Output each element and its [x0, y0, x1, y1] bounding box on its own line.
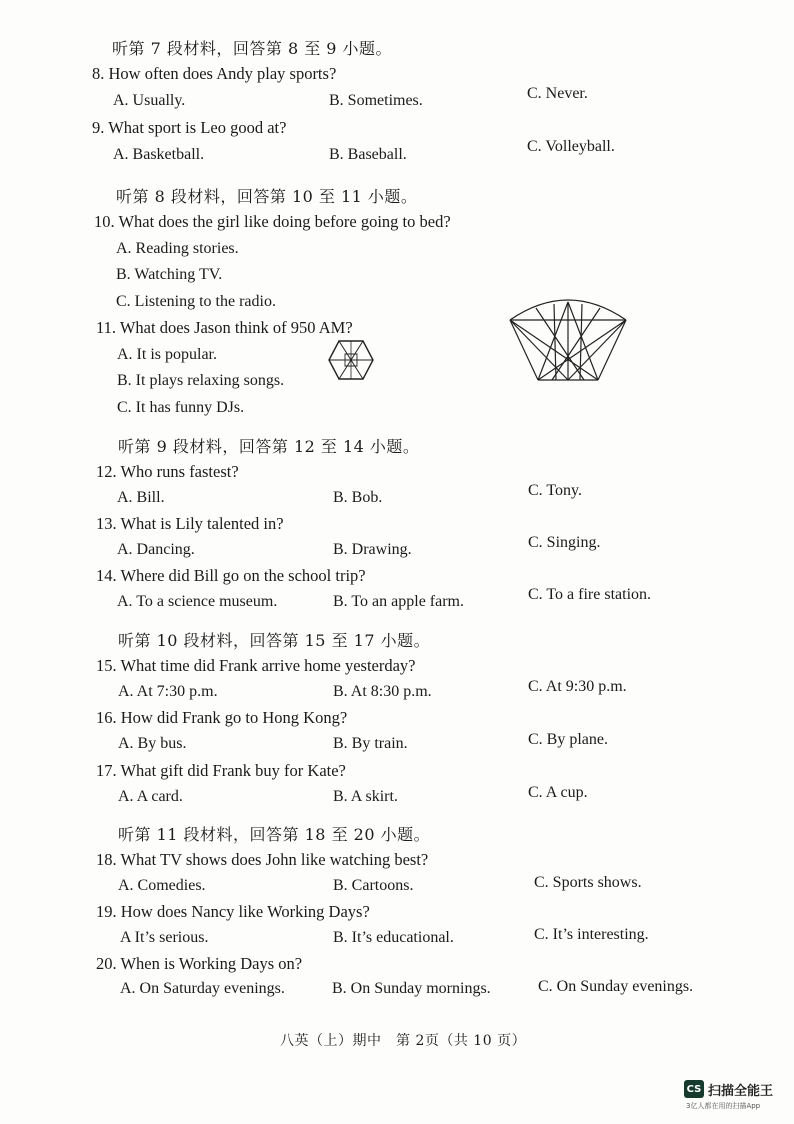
q17-option-b: B. A skirt. [333, 788, 398, 805]
q19-option-a: A It’s serious. [120, 929, 209, 946]
question-11: 11. What does Jason think of 950 AM? [96, 318, 353, 337]
q20-option-a: A. On Saturday evenings. [120, 980, 285, 997]
camscanner-name: 扫描全能王 [708, 1084, 774, 1099]
q19-option-c: C. It’s interesting. [534, 926, 649, 943]
fan-sketch [506, 292, 630, 384]
q11-option-b: B. It plays relaxing songs. [117, 372, 285, 389]
section-heading-8: 听第 8 段材料，回答第 10 至 11 小题。 [116, 187, 418, 206]
q15-option-b: B. At 8:30 p.m. [333, 683, 432, 700]
q17-option-a: A. A card. [118, 788, 183, 805]
q16-option-b: B. By train. [333, 735, 408, 752]
section-heading-11: 听第 11 段材料，回答第 18 至 20 小题。 [118, 825, 431, 844]
section-heading-7: 听第 7 段材料，回答第 8 至 9 小题。 [112, 39, 393, 58]
question-19: 19. How does Nancy like Working Days? [96, 902, 370, 921]
question-9: 9. What sport is Leo good at? [92, 118, 287, 137]
q11-option-a: A. It is popular. [117, 346, 217, 363]
question-15: 15. What time did Frank arrive home yesterday? [96, 656, 416, 675]
q17-option-c: C. A cup. [528, 784, 588, 801]
q12-option-c: C. Tony. [528, 482, 582, 499]
q9-option-b: B. Baseball. [329, 146, 407, 163]
q8-option-a: A. Usually. [113, 92, 186, 109]
q12-option-a: A. Bill. [117, 489, 165, 506]
q15-option-c: C. At 9:30 p.m. [528, 678, 627, 695]
q16-option-a: A. By bus. [118, 735, 187, 752]
q13-option-b: B. Drawing. [333, 541, 412, 558]
q9-option-c: C. Volleyball. [527, 138, 615, 155]
q8-option-c: C. Never. [527, 85, 588, 102]
hexagon-sketch [326, 338, 376, 382]
q20-option-c: C. On Sunday evenings. [538, 978, 694, 995]
camscanner-logo-icon: CS [684, 1080, 704, 1098]
question-17: 17. What gift did Frank buy for Kate? [96, 761, 346, 780]
q14-option-c: C. To a fire station. [528, 586, 652, 603]
question-8: 8. How often does Andy play sports? [92, 64, 337, 83]
q13-option-a: A. Dancing. [117, 541, 195, 558]
q20-option-b: B. On Sunday mornings. [332, 980, 491, 997]
q12-option-b: B. Bob. [333, 489, 383, 506]
section-heading-10: 听第 10 段材料，回答第 15 至 17 小题。 [118, 631, 431, 650]
q16-option-c: C. By plane. [528, 731, 608, 748]
q9-option-a: A. Basketball. [113, 146, 205, 163]
q13-option-c: C. Singing. [528, 534, 601, 551]
question-14: 14. Where did Bill go on the school trip? [96, 566, 366, 585]
question-16: 16. How did Frank go to Hong Kong? [96, 708, 348, 727]
question-18: 18. What TV shows does John like watching best? [96, 850, 429, 869]
question-12: 12. Who runs fastest? [96, 462, 239, 481]
q18-option-c: C. Sports shows. [534, 874, 642, 891]
q8-option-b: B. Sometimes. [329, 92, 423, 109]
q18-option-a: A. Comedies. [118, 877, 206, 894]
question-13: 13. What is Lily talented in? [96, 514, 284, 533]
q14-option-a: A. To a science museum. [117, 593, 278, 610]
q10-option-a: A. Reading stories. [116, 240, 239, 257]
page-footer: 八英（上）期中 第 2页（共 10 页） [280, 1033, 527, 1049]
q11-option-c: C. It has funny DJs. [117, 399, 245, 416]
q10-option-b: B. Watching TV. [116, 266, 223, 283]
q15-option-a: A. At 7:30 p.m. [118, 683, 218, 700]
q14-option-b: B. To an apple farm. [333, 593, 464, 610]
q10-option-c: C. Listening to the radio. [116, 293, 276, 310]
q18-option-b: B. Cartoons. [333, 877, 414, 894]
camscanner-tagline: 3亿人都在用的扫描App [686, 1102, 761, 1110]
question-20: 20. When is Working Days on? [96, 954, 303, 973]
question-10: 10. What does the girl like doing before going to bed? [94, 212, 451, 231]
q19-option-b: B. It’s educational. [333, 929, 454, 946]
section-heading-9: 听第 9 段材料，回答第 12 至 14 小题。 [118, 437, 420, 456]
